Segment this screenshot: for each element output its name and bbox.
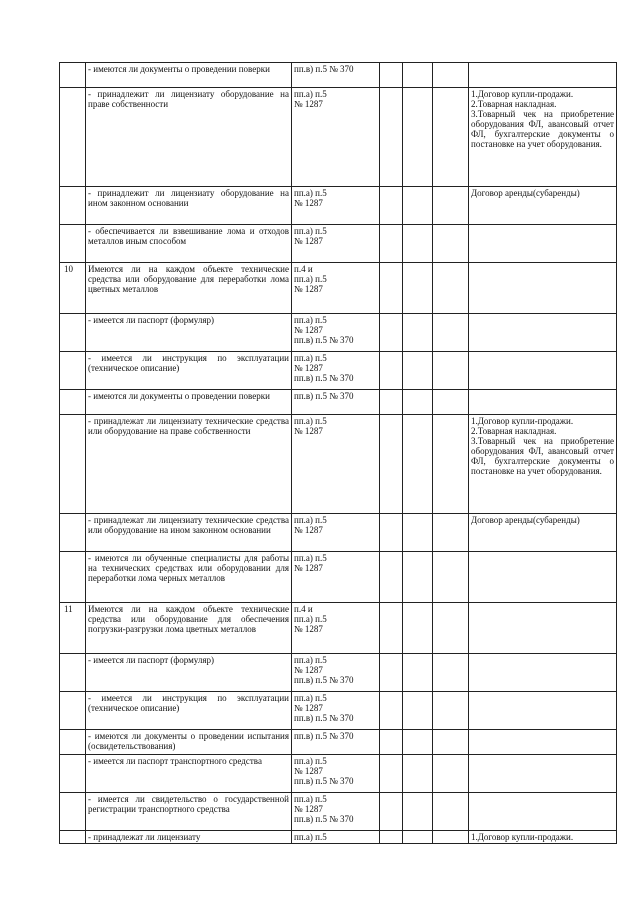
answer-yes-cell [380, 415, 403, 514]
answer-yes-cell [380, 225, 403, 263]
requirement-text: - принадлежит ли лицензиату оборудование на праве собственности [86, 88, 292, 187]
row-number [60, 730, 86, 755]
supporting-documents: 1.Договор купли-продажи. 2.Товарная накладная. 3.Товарный чек на приобретение оборудования ФЛ, авансовый отчет ФЛ, бухгалтерские документы о постановке на учет оборудования. [469, 415, 617, 514]
answer-na-cell [433, 755, 469, 793]
supporting-documents: Договор аренды(субаренды) [469, 187, 617, 225]
row-number [60, 314, 86, 352]
answer-na-cell [433, 831, 469, 844]
answer-yes-cell [380, 692, 403, 730]
answer-no-cell [403, 692, 433, 730]
supporting-documents: 1.Договор купли-продажи. 2.Товарная накладная. 3.Товарный чек на приобретение оборудования ФЛ, авансовый отчет ФЛ, бухгалтерские документы о постановке на учет оборудования. [469, 88, 617, 187]
supporting-documents [469, 314, 617, 352]
answer-yes-cell [380, 730, 403, 755]
supporting-documents [469, 352, 617, 390]
table-row [60, 63, 617, 88]
answer-no-cell [403, 514, 433, 552]
legal-reference: пп.а) п.5 № 1287 [292, 225, 380, 263]
requirement-text: - имеются ли документы о проведении испытания (освидетельствования) [86, 730, 292, 755]
answer-yes-cell [380, 390, 403, 415]
table-row [60, 415, 617, 514]
requirement-text: - имеется ли паспорт транспортного средства [86, 755, 292, 793]
table-row [60, 88, 617, 187]
row-number: 10 [60, 263, 86, 314]
answer-na-cell [433, 793, 469, 831]
answer-no-cell [403, 831, 433, 844]
requirement-text: - имеется ли свидетельство о государственной регистрации транспортного средства [86, 793, 292, 831]
legal-reference: пп.а) п.5 № 1287 пп.в) п.5 № 370 [292, 692, 380, 730]
answer-na-cell [433, 514, 469, 552]
table-row [60, 692, 617, 730]
answer-no-cell [403, 755, 433, 793]
answer-na-cell [433, 263, 469, 314]
row-number: 11 [60, 603, 86, 654]
supporting-documents: 1.Договор купли-продажи. [469, 831, 617, 844]
answer-no-cell [403, 390, 433, 415]
row-number [60, 692, 86, 730]
answer-na-cell [433, 415, 469, 514]
requirement-text: - имеются ли обученные специалисты для работы на технических средствах или оборудовании для переработки лома черных металлов [86, 552, 292, 603]
answer-no-cell [403, 552, 433, 603]
requirement-text: - имеется ли паспорт (формуляр) [86, 654, 292, 692]
requirement-text: - принадлежат ли лицензиату технические средства или оборудование на праве собственности [86, 415, 292, 514]
answer-na-cell [433, 88, 469, 187]
table-row [60, 793, 617, 831]
row-number [60, 552, 86, 603]
requirement-text: - имеется ли паспорт (формуляр) [86, 314, 292, 352]
requirement-text: - принадлежат ли лицензиату [86, 831, 292, 844]
table-row [60, 314, 617, 352]
supporting-documents: Договор аренды(субаренды) [469, 514, 617, 552]
answer-yes-cell [380, 831, 403, 844]
answer-yes-cell [380, 88, 403, 187]
answer-na-cell [433, 552, 469, 603]
legal-reference: пп.а) п.5 [292, 831, 380, 844]
legal-reference: пп.а) п.5 № 1287 [292, 187, 380, 225]
answer-yes-cell [380, 603, 403, 654]
answer-na-cell [433, 187, 469, 225]
legal-reference: пп.в) п.5 № 370 [292, 63, 380, 88]
supporting-documents [469, 692, 617, 730]
requirement-text: Имеются ли на каждом объекте технические средства или оборудование для обеспечения погрузки-разгрузки лома цветных металлов [86, 603, 292, 654]
row-number [60, 88, 86, 187]
answer-no-cell [403, 352, 433, 390]
answer-yes-cell [380, 755, 403, 793]
table-row [60, 390, 617, 415]
answer-no-cell [403, 730, 433, 755]
supporting-documents [469, 793, 617, 831]
requirement-text: Имеются ли на каждом объекте технические средства или оборудование для переработки лома цветных металлов [86, 263, 292, 314]
row-number [60, 654, 86, 692]
row-number [60, 390, 86, 415]
requirement-text: - принадлежат ли лицензиату технические средства или оборудование на ином законном основании [86, 514, 292, 552]
row-number [60, 225, 86, 263]
answer-no-cell [403, 225, 433, 263]
answer-na-cell [433, 352, 469, 390]
supporting-documents [469, 730, 617, 755]
answer-na-cell [433, 603, 469, 654]
supporting-documents [469, 755, 617, 793]
answer-na-cell [433, 314, 469, 352]
legal-reference: пп.а) п.5 № 1287 пп.в) п.5 № 370 [292, 314, 380, 352]
answer-yes-cell [380, 187, 403, 225]
row-number [60, 831, 86, 844]
legal-reference: пп.а) п.5 № 1287 пп.в) п.5 № 370 [292, 654, 380, 692]
table-row [60, 730, 617, 755]
checklist-table [59, 62, 617, 844]
answer-yes-cell [380, 514, 403, 552]
answer-na-cell [433, 225, 469, 263]
requirement-text: - имеются ли документы о проведении поверки [86, 63, 292, 88]
supporting-documents [469, 225, 617, 263]
answer-yes-cell [380, 63, 403, 88]
row-number [60, 514, 86, 552]
answer-no-cell [403, 63, 433, 88]
answer-yes-cell [380, 552, 403, 603]
requirement-text: - имеются ли документы о проведении поверки [86, 390, 292, 415]
row-number [60, 63, 86, 88]
table-row [60, 552, 617, 603]
legal-reference: пп.а) п.5 № 1287 пп.в) п.5 № 370 [292, 793, 380, 831]
legal-reference: пп.в) п.5 № 370 [292, 390, 380, 415]
legal-reference: п.4 и пп.а) п.5 № 1287 [292, 263, 380, 314]
legal-reference: пп.а) п.5 № 1287 [292, 415, 380, 514]
answer-no-cell [403, 314, 433, 352]
supporting-documents [469, 390, 617, 415]
row-number [60, 187, 86, 225]
answer-yes-cell [380, 263, 403, 314]
table-body [60, 63, 617, 844]
answer-no-cell [403, 88, 433, 187]
table-row [60, 831, 617, 844]
supporting-documents [469, 63, 617, 88]
answer-no-cell [403, 415, 433, 514]
requirement-text: - обеспечивается ли взвешивание лома и отходов металлов иным способом [86, 225, 292, 263]
answer-na-cell [433, 63, 469, 88]
row-number [60, 755, 86, 793]
answer-yes-cell [380, 654, 403, 692]
requirement-text: - имеется ли инструкция по эксплуатации (техническое описание) [86, 352, 292, 390]
table-row [60, 225, 617, 263]
table-row [60, 603, 617, 654]
supporting-documents [469, 603, 617, 654]
table-row [60, 187, 617, 225]
legal-reference: пп.а) п.5 № 1287 пп.в) п.5 № 370 [292, 755, 380, 793]
table-row [60, 654, 617, 692]
answer-na-cell [433, 692, 469, 730]
legal-reference: пп.а) п.5 № 1287 [292, 88, 380, 187]
answer-na-cell [433, 654, 469, 692]
answer-no-cell [403, 654, 433, 692]
supporting-documents [469, 263, 617, 314]
answer-no-cell [403, 603, 433, 654]
table-row [60, 263, 617, 314]
row-number [60, 415, 86, 514]
legal-reference: пп.в) п.5 № 370 [292, 730, 380, 755]
legal-reference: пп.а) п.5 № 1287 пп.в) п.5 № 370 [292, 352, 380, 390]
row-number [60, 793, 86, 831]
supporting-documents [469, 552, 617, 603]
row-number [60, 352, 86, 390]
answer-no-cell [403, 263, 433, 314]
answer-no-cell [403, 187, 433, 225]
answer-no-cell [403, 793, 433, 831]
requirement-text: - имеется ли инструкция по эксплуатации (техническое описание) [86, 692, 292, 730]
legal-reference: пп.а) п.5 № 1287 [292, 514, 380, 552]
answer-yes-cell [380, 352, 403, 390]
table-row [60, 352, 617, 390]
legal-reference: пп.а) п.5 № 1287 [292, 552, 380, 603]
legal-reference: п.4 и пп.а) п.5 № 1287 [292, 603, 380, 654]
answer-na-cell [433, 730, 469, 755]
answer-na-cell [433, 390, 469, 415]
requirement-text: - принадлежит ли лицензиату оборудование на ином законном основании [86, 187, 292, 225]
table-row [60, 514, 617, 552]
answer-yes-cell [380, 793, 403, 831]
supporting-documents [469, 654, 617, 692]
table-row [60, 755, 617, 793]
answer-yes-cell [380, 314, 403, 352]
